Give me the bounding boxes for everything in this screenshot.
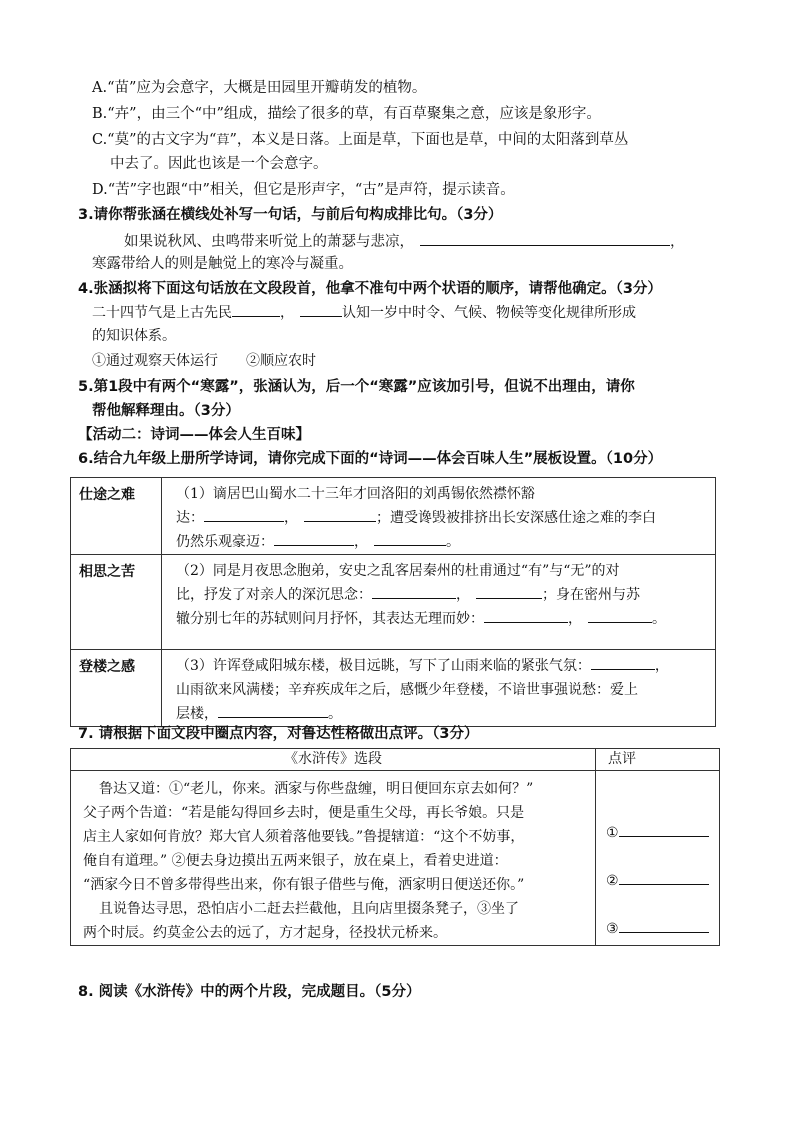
q7-excerpt-line: 俺自有道理。” ②便去身边摸出五两来银子，放在桌上，看着史进道：: [83, 853, 508, 869]
q4-blank-2[interactable]: [300, 302, 342, 317]
q6-row1-line2-rest: ；遭受谗毁被排挤出长安深感仕途之难的李白: [376, 510, 656, 526]
q6-row-head-cell: [71, 650, 162, 727]
q6-period: 。: [328, 706, 342, 722]
q6-row1-line3: [162, 530, 715, 554]
q6-row-content-cell: [162, 555, 716, 650]
q6-blank[interactable]: [218, 703, 328, 718]
q4-line1-text-c: 认知一岁中时令、气候、物候等变化规律所形成: [342, 305, 636, 321]
q8-title: 8. 阅读《水浒传》中的两个片段，完成题目。（5分）: [78, 984, 421, 1000]
q2-option-a: A.“苗”应为会意字，大概是田园里开瓣萌发的植物。: [92, 80, 427, 96]
q7-comment-blank-1[interactable]: [619, 822, 709, 837]
q4-line1: [92, 302, 636, 323]
q6-row3-line2: 山雨欲来风满楼；辛弃疾成年之后，感慨少年登楼，不谙世事强说愁：爱上: [176, 682, 638, 698]
q3-title: 3.请你帮张涵在横线处补写一句话，与前后句构成排比句。（3分）: [78, 207, 503, 223]
q5-title-line1: 5.第1段中有两个“寒露”，张涵认为，后一个“寒露”应该加引号，但说不出理由，请你: [78, 379, 635, 395]
q7-comment-3-marker: ③: [606, 921, 619, 937]
q7-excerpt-line: 父子两个告道：“若是能勾得回乡去时，便是重生父母，再长爷娘。只是: [83, 805, 525, 821]
q7-excerpt-line: 两个时辰。约莫金公去的远了，方才起身，径投状元桥来。: [83, 925, 447, 941]
q7-comment-2: [606, 869, 719, 893]
q6-blank[interactable]: [372, 584, 456, 599]
q7-comment-blank-3[interactable]: [619, 918, 709, 933]
q4-blank-1[interactable]: [232, 302, 280, 317]
q7-excerpt-line: 且说鲁达寻思，恐怕店小二赶去拦截他，且向店里掇条凳子，③坐了: [99, 901, 519, 917]
q7-excerpt-line: 鲁达又道：①“老儿，你来。洒家与你些盘缠，明日便回东京去如何？”: [99, 781, 534, 797]
q6-row3-line3-text: 层楼，: [176, 706, 218, 722]
q7-comment-1-marker: ①: [606, 825, 619, 841]
q6-row-career: [71, 478, 716, 555]
q2-option-c-text-b: ”，本义是日落。上面是草，下面也是草，中间的太阳落到草丛: [229, 132, 629, 148]
q6-blank[interactable]: [484, 608, 568, 623]
q6-row-head-cell: [71, 478, 162, 555]
q6-row2-line3-text: 辙分别七年的苏轼则问月抒怀，其表达无理而妙：: [176, 611, 484, 627]
q7-comment-2-marker: ②: [606, 873, 619, 889]
q6-title: 6.结合九年级上册所学诗词，请你完成下面的“诗词——体会百味人生”展板设置。（10分）: [78, 451, 663, 467]
q6-display-board-table: [70, 477, 716, 727]
q3-line1-end: ，: [670, 234, 685, 250]
q3-line2: 寒露带给人的则是触觉上的寒冷与凝重。: [92, 256, 353, 272]
q6-comma: ，: [654, 658, 669, 674]
q2-option-b: B.“卉”，由三个“中”组成，描绘了很多的草，有百草聚集之意，应该是象形字。: [92, 106, 601, 122]
q6-row-head: 登楼之感: [79, 659, 135, 675]
q6-row3-line1-text: （3）许诨登咸阳城东楼，极目远眺，写下了山雨来临的紧张气氛：: [176, 658, 591, 674]
q4-line2: 的知识体系。: [92, 328, 176, 344]
q6-row-longing: [71, 555, 716, 650]
q7-header-row: [71, 749, 720, 771]
q7-body-row: [71, 771, 720, 946]
q6-comma: ，: [284, 510, 298, 526]
q4-title: 4.张涵拟将下面这句话放在文段段首，他拿不准句中两个状语的顺序，请帮他确定。（3分）: [78, 281, 662, 297]
q6-row-tower: [71, 650, 716, 727]
q6-comma: ，: [568, 611, 582, 627]
q6-row2-line3: [162, 607, 715, 631]
q7-excerpt-cell: [71, 771, 596, 946]
q6-row2-line2: [162, 583, 715, 607]
q4-options: ①通过观察天体运行 ②顺应农时: [92, 353, 316, 369]
q2-option-c-line1: [92, 130, 628, 151]
q7-comment-1: [606, 821, 719, 845]
q7-comment-blank-2[interactable]: [619, 870, 709, 885]
q6-blank[interactable]: [304, 507, 376, 522]
q7-header-excerpt: 《水浒传》选段: [71, 749, 596, 771]
q6-comma: ，: [456, 587, 470, 603]
q6-blank[interactable]: [204, 507, 284, 522]
q7-review-table: [70, 748, 720, 946]
ancient-glyph-mo: 𦱤: [216, 133, 230, 148]
q6-row-head-cell: [71, 555, 162, 650]
q6-blank[interactable]: [476, 584, 542, 599]
q6-row1-line3-text: 仍然乐观豪迈：: [176, 534, 274, 550]
q6-row1-line2: [162, 506, 715, 530]
q6-comma: ，: [354, 534, 368, 550]
q5-title-line2: 帮他解释理由。（3分）: [92, 403, 240, 419]
q4-line1-comma: ，: [280, 305, 294, 321]
q6-row3-line1: [162, 650, 715, 678]
q3-answer-blank[interactable]: [420, 231, 670, 246]
q6-row2-line2-rest: ；身在密州与苏: [542, 587, 640, 603]
q7-title: 7. 请根据下面文段中圈点内容，对鲁达性格做出点评。（3分）: [78, 726, 479, 742]
q6-row-head: 仕途之难: [79, 487, 135, 503]
q7-excerpt-line: “洒家今日不曾多带得些出来，你有银子借些与俺，洒家明日便送还你。”: [83, 877, 525, 893]
q2-option-d: D.“苦”字也跟“中”相关，但它是形声字，“古”是声符，提示读音。: [92, 182, 515, 198]
q3-line1: [124, 231, 685, 252]
q6-blank[interactable]: [588, 608, 652, 623]
q6-row2-line1: （2）同是月夜思念胞弟，安史之乱客居秦州的杜甫通过“有”与“无”的对: [176, 563, 620, 579]
q7-excerpt-line: 店主人家如何肯放？郑大官人须着落他要钱。”鲁提辖道：“这个不妨事，: [83, 829, 525, 845]
q6-blank[interactable]: [374, 531, 446, 546]
q2-option-c-line2: 中去了。因此也该是一个会意字。: [110, 156, 328, 172]
q6-blank[interactable]: [591, 655, 655, 670]
q6-row2-line2-text: 比，抒发了对亲人的深沉思念：: [176, 587, 372, 603]
activity-two-heading: 【活动二：诗词——体会人生百味】: [78, 427, 310, 443]
q6-row-head: 相思之苦: [79, 564, 135, 580]
q6-period: 。: [652, 611, 666, 627]
q6-row-content-cell: [162, 478, 716, 555]
q6-period: 。: [446, 534, 460, 550]
q3-line1-text: 如果说秋风、虫鸣带来听觉上的萧瑟与悲凉，: [124, 234, 414, 250]
q6-blank[interactable]: [274, 531, 354, 546]
q4-line1-text-a: 二十四节气是上古先民: [92, 305, 232, 321]
q6-row-content-cell: [162, 650, 716, 727]
q6-row3-line3: [162, 702, 715, 726]
q7-header-comment: 点评: [596, 749, 720, 771]
q6-row1-line2-text: 达：: [176, 510, 204, 526]
q2-option-c-text-a: C.“莫”的古文字为“: [92, 132, 217, 148]
q6-row1-line1: （1）谪居巴山蜀水二十三年才回洛阳的刘禹锡依然襟怀豁: [176, 486, 535, 502]
q7-comment-3: [606, 917, 719, 941]
q7-comment-cell: [596, 771, 720, 946]
